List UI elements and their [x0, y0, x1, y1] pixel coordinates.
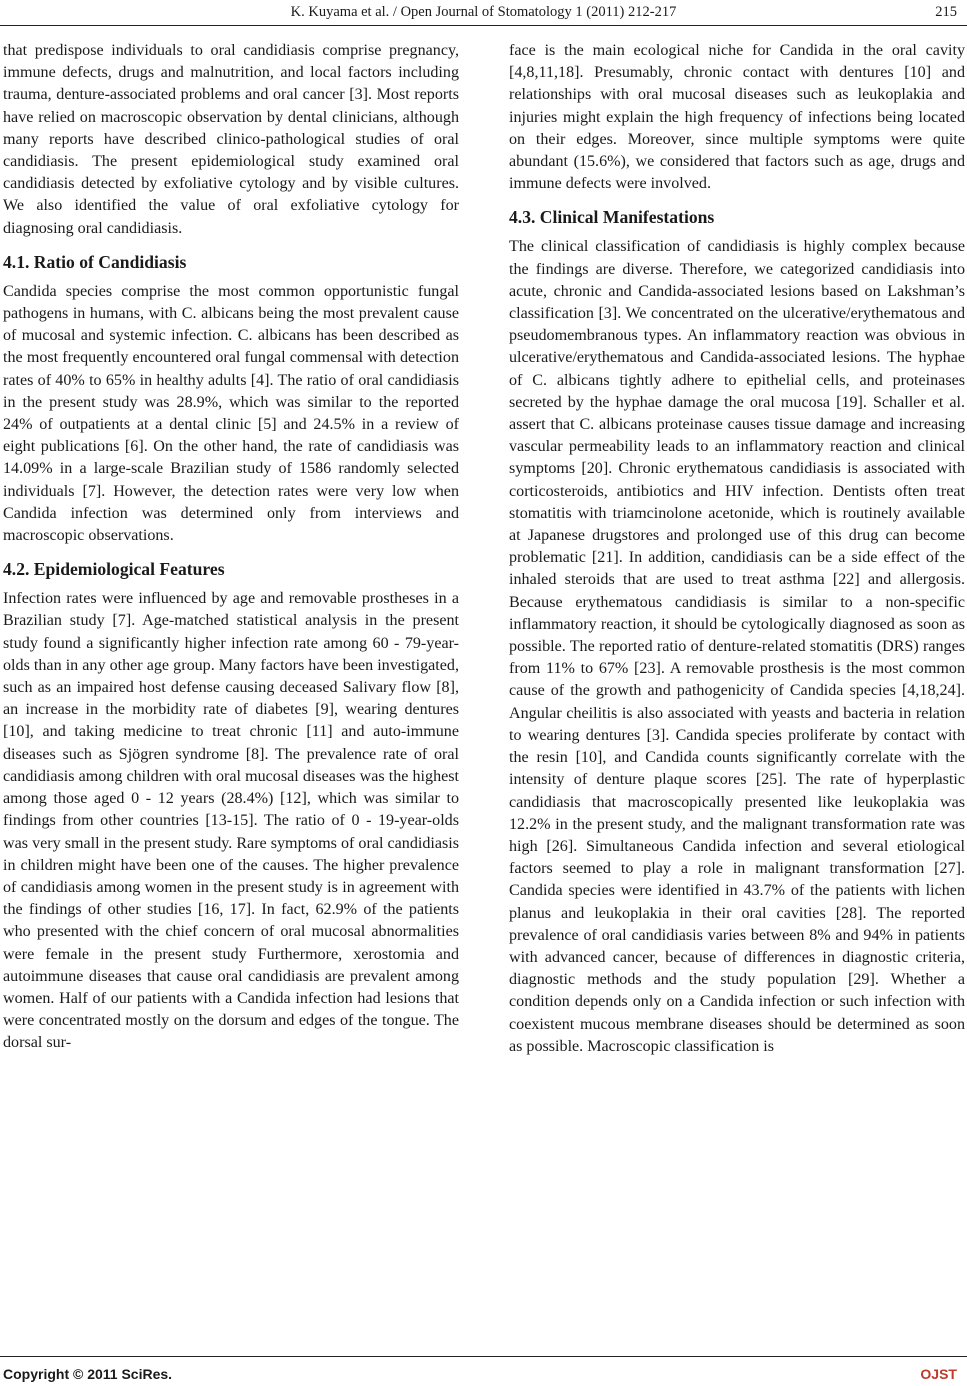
header-rule [0, 25, 967, 26]
left-column [3, 40, 459, 1055]
footer-rule [0, 1356, 967, 1357]
running-title: K. Kuyama et al. / Open Journal of Stomatology 1 (2011) 212-217 [290, 4, 677, 20]
journal-abbreviation: OJST [920, 1366, 957, 1382]
page-number: 215 [935, 4, 957, 20]
right-column [509, 40, 965, 1058]
section-4-2-paragraph: Infection rates were influenced by age and removable prostheses in a Brazilian study [7]. Age-matched statistical analysis in the present study found a significantly higher infection rate among 60 - 79-year-olds than in any other age group. Many factors have been investigated, such as an impaired host defense causing deceased Salivary flow [8], an increase in the morbidity rate of diabetes [9], wearing dentures [10], and taking medicine to treat chronic [11] and auto-immune diseases such as Sjögren syndrome [8]. The prevalence rate of oral candidiasis among children with oral mucosal diseases was the highest among those aged 0 - 12 years (28.4%) [12], which was similar to findings from other countries [13-15]. The ratio of 0 - 19-year-olds was very small in the present study. Rare symptoms of oral candidiasis in children might have been one of the causes. The higher prevalence of candidiasis among women in the present study is in agreement with the findings of other studies [16, 17]. In fact, 62.9% of the patients who presented with the chief concern of oral mucosal abnormalities were female in the present study Furthermore, xerostomia and autoimmune diseases that cause oral candidiasis are prevalent among women. Half of our patients with a Candida infection had lesions that were concentrated mostly on the dorsum and edges of the tongue. The dorsal sur- [3, 590, 459, 1052]
continued-paragraph: face is the main ecological niche for Candida in the oral cavity [4,8,11,18]. Presumably, chronic contact with dentures [10] and relationships with oral mucosal diseases such as leukoplakia and injuries might explain the high frequency of infections being located on their edges. Moreover, since multiple symptoms were quite abundant (15.6%), we considered that factors such as age, drugs and immune defects were involved. [509, 42, 965, 193]
section-heading-4-3: 4.3. Clinical Manifestations [509, 207, 715, 228]
copyright-notice: Copyright © 2011 SciRes. [3, 1366, 173, 1382]
section-heading-4-2: 4.2. Epidemiological Features [3, 559, 225, 580]
section-4-3-paragraph: The clinical classification of candidiasis is highly complex because the findings are diverse. Therefore, we categorized candidiasis into acute, chronic and Candida-associated lesions based on Lakshman’s classification [3]. We concentrated on the ulcerative/erythematous and pseudomembranous types. An inflammatory reaction was obvious in ulcerative/erythematous and Candida-associated lesions. The hyphae of C. albicans tightly adhere to epithelial cells, and proteinases secreted by the hyphae damage the oral mucosa [19]. Schaller et al. assert that C. albicans proteinase causes tissue damage and increasing vascular permeability leads to an inflammatory reaction and clinical symptoms [20]. Chronic erythematous candidiasis is associated with corticosteroids, antibiotics and HIV infection. Dentists often treat stomatitis with triamcinolone acetonide, which is routinely available at Japanese drugstores and prolonged use of this drug can become problematic [21]. In addition, candidiasis can be a side effect of the inhaled steroids that are used to treat asthma [22] and allergosis. Because erythematous candidiasis is similar to a non-specific inflammatory reaction, it should be cytologically diagnosed as soon as possible. The reported ratio of denture-related stomatitis (DRS) ranges from 11% to 67% [23]. A removable prosthesis is the most common cause of the growth and pathogenicity of Candida species [4,18,24]. Angular cheilitis is also associated with yeasts and bacteria in relation to wearing dentures [3]. Candida species proliferate by contact with the resin [10], and Candida counts significantly correlate with the intensity of denture plaque scores [25]. The rate of hyperplastic candidiasis that macroscopically presented like leukoplakia was 12.2% in the present study, and the malignant transformation rate was high [26]. Simultaneous Candida infection and several etiological factors seemed to play a role in malignant transformation [27]. Candida species were identified in 43.7% of the patients with lichen planus and leukoplakia in their oral cavities [28]. The reported prevalence of oral candidiasis varies between 8% and 94% in patients with advanced cancer, because of differences in diagnostic criteria, diagnostic methods and the study population [29]. Whether a condition depends only on a Candida infection or such infection with coexistent mucous membrane diseases should be determined as soon as possible. Macroscopic classification is [509, 238, 965, 1055]
page-footer [0, 1364, 967, 1384]
intro-paragraph: that predispose individuals to oral candidiasis comprise pregnancy, immune defects, drugs and malnutrition, and local factors including trauma, denture-associated problems and oral cancer [3]. Most reports have relied on macroscopic observation by dental clinicians, although many reports have described clinico-pathological studies of oral candidiasis. The present epidemiological study examined oral candidiasis detected by exfoliative cytology and by visible cultures. We also identified the value of oral exfoliative cytology for diagnosing oral candidiasis. [3, 42, 459, 237]
page-header [0, 2, 967, 24]
section-heading-4-1: 4.1. Ratio of Candidiasis [3, 251, 187, 272]
section-4-1-paragraph: Candida species comprise the most common opportunistic fungal pathogens in humans, with C. albicans being the most prevalent cause of mucosal and systemic infection. C. albicans has been described as the most frequently encountered oral fungal commensal with detection rates of 40% to 65% in healthy adults [4]. The ratio of oral candidiasis in the present study was 28.9%, which was similar to the reported 24% of outpatients at a dental clinic [5] and 24.5% in a review of eight publications [6]. On the other hand, the rate of candidiasis was 14.09% in a large-scale Brazilian study of 1586 randomly selected individuals [7]. However, the detection rates were very low when Candida infection was determined only from interviews and macroscopic observations. [3, 282, 459, 545]
